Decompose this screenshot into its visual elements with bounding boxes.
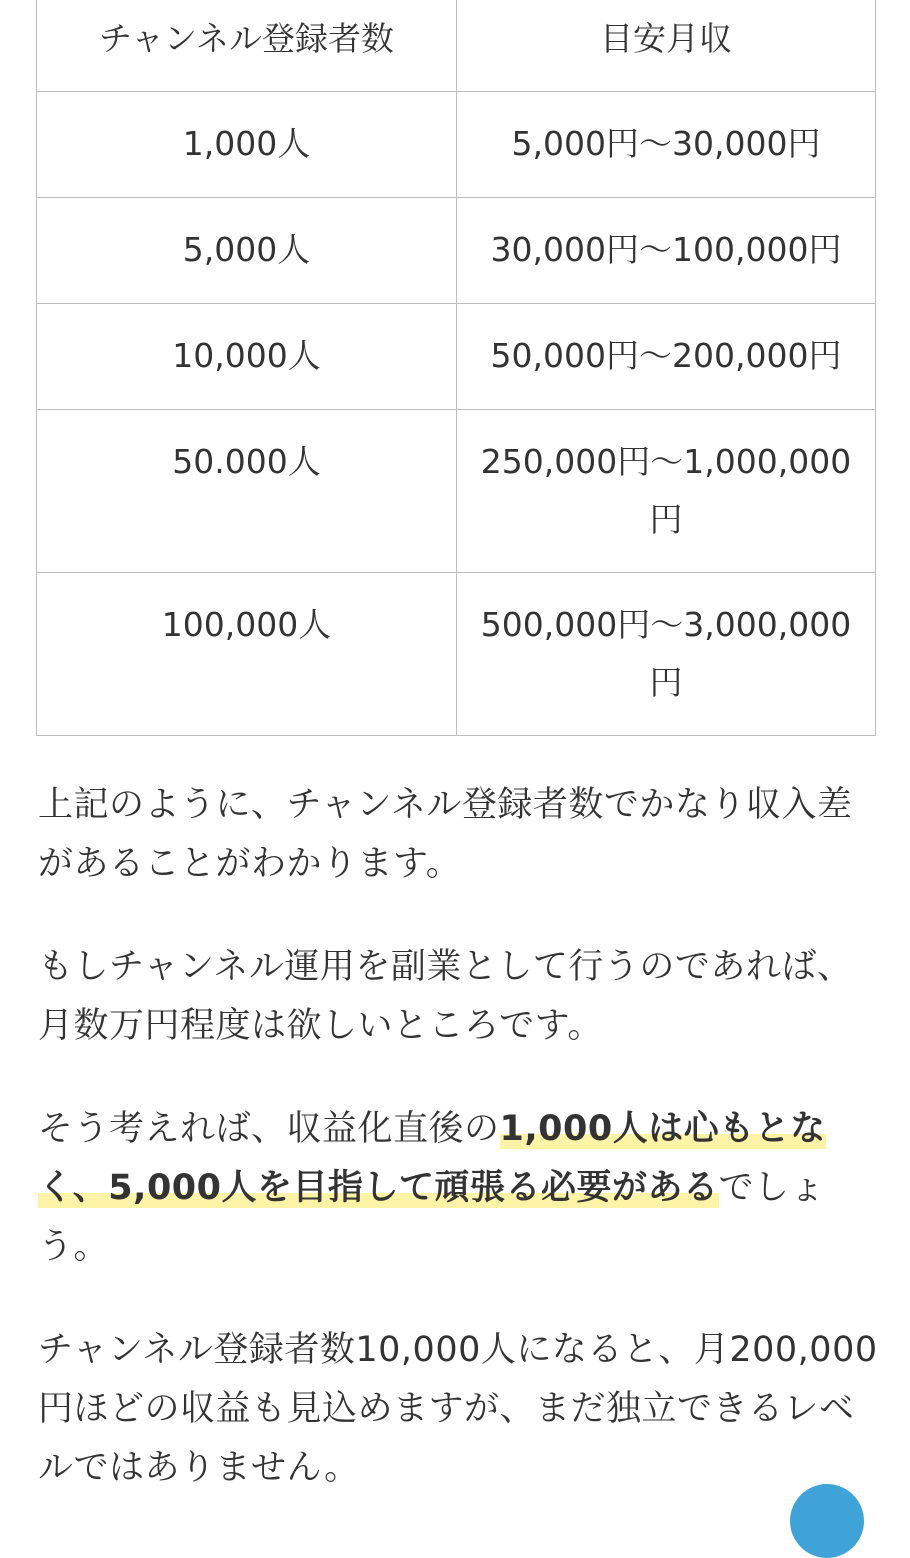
paragraph-independence: チャンネル登録者数10,000人になると、月200,000円ほどの収益も見込めますが、まだ独立できるレベルではありません。 [38, 1330, 878, 1488]
highlighted-text: 1,000人は心もとなく、5,000人を目指して頑張る必要がある [38, 1109, 826, 1208]
cell-income: 30,000円〜100,000円 [457, 198, 876, 304]
article-body [38, 776, 878, 1542]
table-header-row [37, 0, 876, 92]
table-row [37, 92, 876, 198]
table-row [37, 573, 876, 736]
cell-income: 5,000円〜30,000円 [457, 92, 876, 198]
cell-income: 50,000円〜200,000円 [457, 304, 876, 410]
cell-subscribers: 1,000人 [37, 92, 457, 198]
paragraph-goal-tail: でしょう。 [38, 1168, 826, 1267]
income-table-container [36, 0, 875, 736]
paragraph-income-gap: 上記のように、チャンネル登録者数でかなり収入差があることがわかります。 [38, 785, 853, 884]
table-row [37, 198, 876, 304]
cell-subscribers: 5,000人 [37, 198, 457, 304]
scroll-to-top-button[interactable] [790, 1484, 864, 1558]
paragraph-side-job: もしチャンネル運用を副業として行うのであれば、月数万円程度は欲しいところです。 [38, 947, 853, 1046]
cell-subscribers: 50.000人 [37, 410, 457, 573]
header-monthly-income: 目安月収 [457, 0, 876, 92]
paragraph-goal [38, 1100, 878, 1277]
header-subscribers: チャンネル登録者数 [37, 0, 457, 92]
cell-income: 250,000円〜1,000,000円 [457, 410, 876, 573]
cell-subscribers: 100,000人 [37, 573, 457, 736]
paragraph-goal-lead: そう考えれば、収益化直後の [38, 1109, 500, 1149]
table-row [37, 410, 876, 573]
income-table [36, 0, 876, 736]
cell-subscribers: 10,000人 [37, 304, 457, 410]
table-row [37, 304, 876, 410]
cell-income: 500,000円〜3,000,000円 [457, 573, 876, 736]
